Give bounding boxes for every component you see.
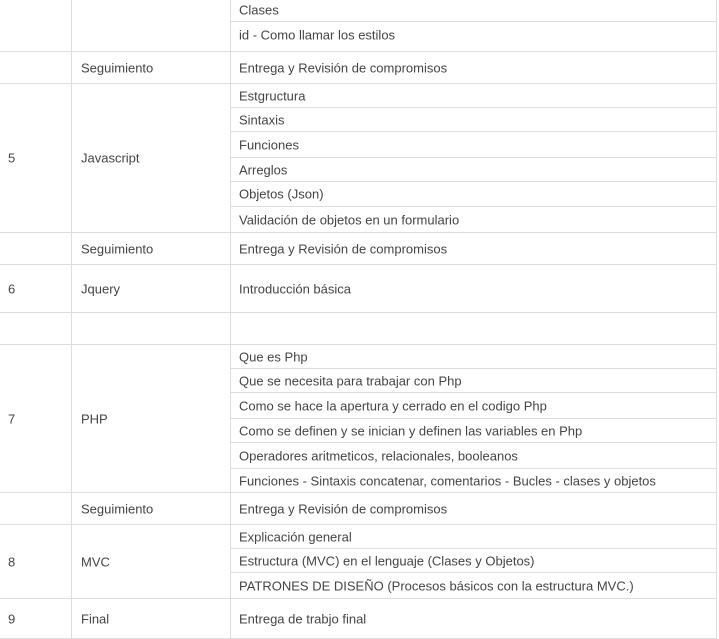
module-cell bbox=[72, 345, 231, 492]
module-cell bbox=[72, 0, 231, 51]
module-cell bbox=[72, 265, 231, 312]
topic-item bbox=[231, 443, 716, 469]
topic-text: Entrega y Revisión de compromisos bbox=[239, 60, 448, 75]
topic-item bbox=[231, 22, 716, 48]
topic-text: Que se necesita para trabajar con Php bbox=[239, 373, 462, 388]
table-row bbox=[0, 313, 717, 345]
topics-cell bbox=[231, 233, 717, 264]
topics-cell bbox=[231, 345, 717, 492]
session-number-cell bbox=[0, 233, 72, 264]
topic-text: Sintaxis bbox=[239, 112, 285, 127]
module-name: Seguimiento bbox=[81, 241, 154, 256]
topic-item bbox=[231, 132, 716, 158]
topic-text: Entrega de trabjo final bbox=[239, 611, 367, 626]
module-name: Seguimiento bbox=[81, 60, 154, 75]
module-cell bbox=[72, 52, 231, 83]
table-row bbox=[0, 265, 717, 313]
topic-item bbox=[231, 393, 716, 419]
table-row bbox=[0, 52, 717, 84]
session-number-cell bbox=[0, 525, 72, 598]
session-number-cell bbox=[0, 52, 72, 83]
session-number-cell bbox=[0, 84, 72, 232]
module-name: Javascript bbox=[81, 150, 140, 166]
topic-text: id - Como llamar los estilos bbox=[239, 27, 396, 43]
topics-cell bbox=[231, 493, 717, 524]
module-name: Final bbox=[81, 611, 110, 626]
topic-item bbox=[231, 52, 716, 83]
module-name: Jquery bbox=[81, 281, 121, 296]
topic-item bbox=[231, 599, 716, 638]
table-row bbox=[0, 0, 717, 52]
module-cell bbox=[72, 313, 231, 344]
module-cell bbox=[72, 599, 231, 638]
topic-text: Clases bbox=[239, 2, 279, 17]
topics-cell bbox=[231, 52, 717, 83]
module-cell bbox=[72, 84, 231, 232]
session-number-cell bbox=[0, 313, 72, 344]
table-row bbox=[0, 599, 717, 639]
topic-item bbox=[231, 207, 716, 233]
session-number-cell bbox=[0, 265, 72, 312]
topic-item bbox=[231, 158, 716, 182]
session-number: 5 bbox=[8, 150, 16, 166]
topic-item bbox=[231, 525, 716, 549]
topic-item bbox=[231, 265, 716, 312]
session-number: 6 bbox=[8, 281, 16, 296]
topic-item bbox=[231, 419, 716, 443]
module-cell bbox=[72, 525, 231, 598]
module-cell bbox=[72, 233, 231, 264]
session-number: 7 bbox=[8, 411, 16, 426]
topic-text: Arreglos bbox=[239, 162, 288, 177]
topic-text: Entrega y Revisión de compromisos bbox=[239, 241, 448, 256]
topic-item bbox=[231, 493, 716, 524]
module-name: Seguimiento bbox=[81, 501, 154, 516]
topics-cell bbox=[231, 525, 717, 598]
topic-text: Introducción básica bbox=[239, 281, 352, 296]
topic-text: Como se hace la apertura y cerrado en el codigo Php bbox=[239, 398, 547, 413]
topic-item bbox=[231, 84, 716, 108]
table-row bbox=[0, 345, 717, 493]
module-name: PHP bbox=[81, 411, 108, 426]
topic-text: Operadores aritmeticos, relacionales, booleanos bbox=[239, 448, 518, 463]
topic-item bbox=[231, 549, 716, 573]
topic-text: Como se definen y se inician y definen las variables en Php bbox=[239, 423, 583, 438]
topic-item bbox=[231, 369, 716, 393]
topic-text: Validación de objetos en un formulario bbox=[239, 212, 460, 228]
topic-item bbox=[231, 469, 716, 493]
topic-text: Estructura (MVC) en el lenguaje (Clases y Objetos) bbox=[239, 553, 535, 568]
table-row bbox=[0, 493, 717, 525]
module-cell bbox=[72, 493, 231, 524]
session-number: 8 bbox=[8, 554, 16, 569]
session-number-cell bbox=[0, 345, 72, 492]
session-number-cell bbox=[0, 599, 72, 638]
topic-text: PATRONES DE DISEÑO (Procesos básicos con la estructura MVC.) bbox=[239, 578, 634, 594]
session-number-cell bbox=[0, 0, 72, 51]
topic-text: Funciones - Sintaxis concatenar, comentarios - Bucles - clases y objetos bbox=[239, 473, 656, 489]
topics-cell bbox=[231, 313, 717, 344]
topics-cell bbox=[231, 265, 717, 312]
topic-text: Funciones bbox=[239, 137, 299, 152]
topics-cell bbox=[231, 84, 717, 232]
session-number-cell bbox=[0, 493, 72, 524]
topics-cell bbox=[231, 0, 717, 51]
table-row bbox=[0, 525, 717, 599]
topics-cell bbox=[231, 599, 717, 638]
table-row bbox=[0, 233, 717, 265]
table-row bbox=[0, 84, 717, 233]
topic-item bbox=[231, 108, 716, 132]
topic-text: Objetos (Json) bbox=[239, 186, 324, 202]
topic-text: Entrega y Revisión de compromisos bbox=[239, 501, 448, 516]
session-number: 9 bbox=[8, 611, 16, 626]
topic-text: Estgructura bbox=[239, 88, 306, 103]
topic-item bbox=[231, 233, 716, 264]
topic-item bbox=[231, 573, 716, 599]
module-name: MVC bbox=[81, 554, 110, 569]
topic-item bbox=[231, 182, 716, 207]
topic-item bbox=[231, 0, 716, 22]
topic-item bbox=[231, 345, 716, 369]
topic-text: Explicación general bbox=[239, 529, 352, 544]
topic-text: Que es Php bbox=[239, 349, 308, 364]
